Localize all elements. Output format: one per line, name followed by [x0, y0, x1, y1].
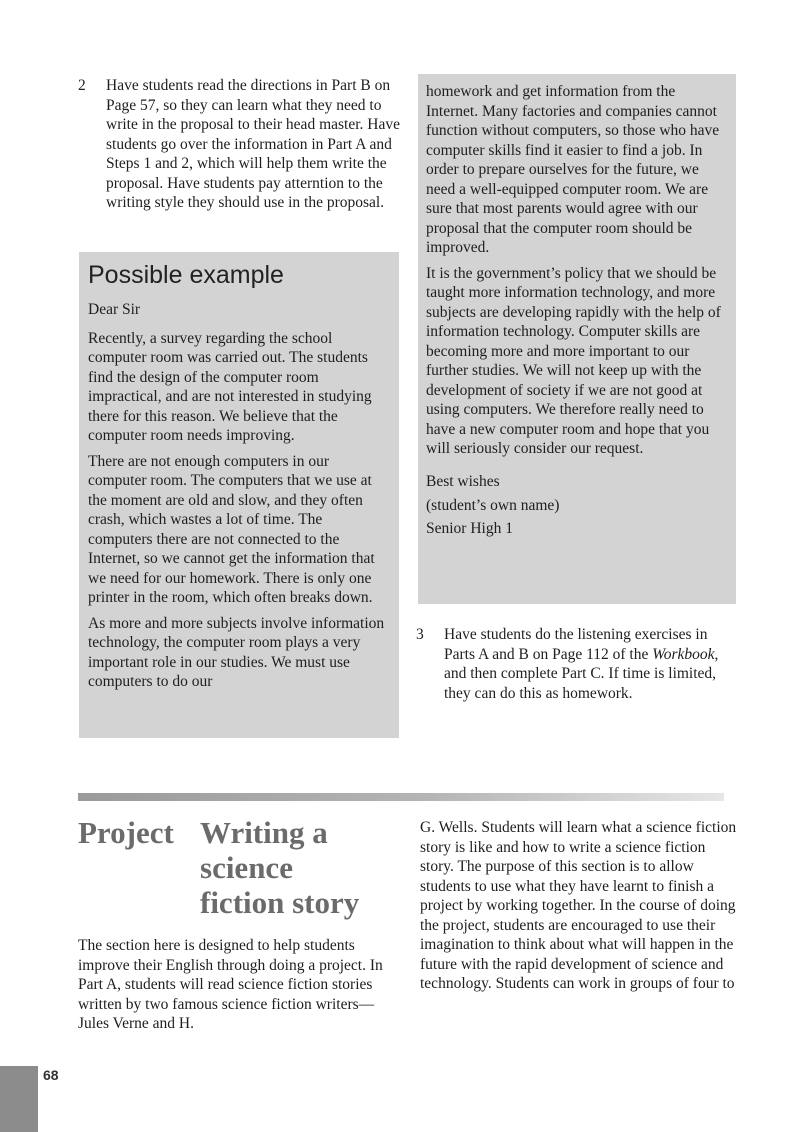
section-divider: [78, 793, 724, 801]
workbook-title: Workbook: [652, 645, 715, 663]
instruction-item-2: [78, 76, 400, 213]
project-intro-right: G. Wells. Students will learn what a science fiction story is like and how to write a science fiction story. The purpose of this section is to allow students to use what they have learnt to finish a project by working together. In the course of doing the project, students are encouraged to use their imagination to think about what will happen in the future with the rapid development of science and technology. Students can work in groups of four to: [420, 819, 737, 992]
letter-signature-class: Senior High 1: [426, 519, 513, 537]
letter-signature-name: (student’s own name): [426, 497, 560, 514]
page-number: 68: [43, 1067, 59, 1083]
letter-paragraph: There are not enough computers in our computer room. The computers that we use at the moment are old and slow, and they often crash, which wastes a lot of time. The computers there are not connected to the Internet, so we cannot get the information that we need for our homework. There is only one printer in the room, which often breaks down.: [88, 452, 375, 606]
item-number: 2: [78, 77, 86, 94]
project-intro-left: The section here is designed to help students improve their English through doing a project. In Part A, students will read science fiction stories written by two famous science fiction writers—Jules Verne and H.: [78, 937, 383, 1032]
letter-closing: Best wishes: [426, 472, 500, 490]
instruction-item-3: [416, 625, 734, 703]
example-box-left: [79, 252, 399, 738]
project-title: Writing a science fiction story: [200, 815, 360, 920]
letter-salutation: Dear Sir: [88, 301, 141, 318]
example-box-right: [418, 74, 736, 604]
item-text: Have students read the directions in Part B on Page 57, so they can learn what they need to write in the proposal to their head master. Have students go over the information in Part A and Steps 1 and 2, which will help them write the proposal. Have students pay atterntion to the writing style they should use in the proposal.: [106, 77, 400, 211]
letter-paragraph: It is the government’s policy that we should be taught more information technology, and more subjects are developing rapidly with the help of information technology. Computer skills are becoming more and more important to our further studies. We will not keep up with the development of society if we are not good at using computers. We therefore really need to have a new computer room and hope that you will seriously consider our request.: [426, 264, 721, 457]
item-number: 3: [416, 626, 424, 643]
letter-paragraph: As more and more subjects involve information technology, the computer room plays a very important role in our studies. We must use computers to do our: [88, 614, 385, 690]
item-text: Have students do the listening exercises in Parts A and B on Page 112 of the Workbook, and then complete Part C. If time is limited, they can do this as homework.: [444, 626, 719, 702]
letter-paragraph: Recently, a survey regarding the school computer room was carried out. The students find the design of the computer room impractical, and are not interested in studying there for this reason. We believe that the computer room needs improving.: [88, 329, 372, 444]
project-label: Project: [78, 815, 174, 850]
letter-paragraph: homework and get information from the Internet. Many factories and companies cannot function without computers, so those who have computer skills find it easier to find a job. In order to prepare ourselves for the future, we need a well-equipped computer room. We are sure that most parents would agree with our proposal that the computer room should be improved.: [426, 83, 720, 256]
example-title: Possible example: [88, 261, 284, 289]
page-tab: [0, 1066, 38, 1132]
